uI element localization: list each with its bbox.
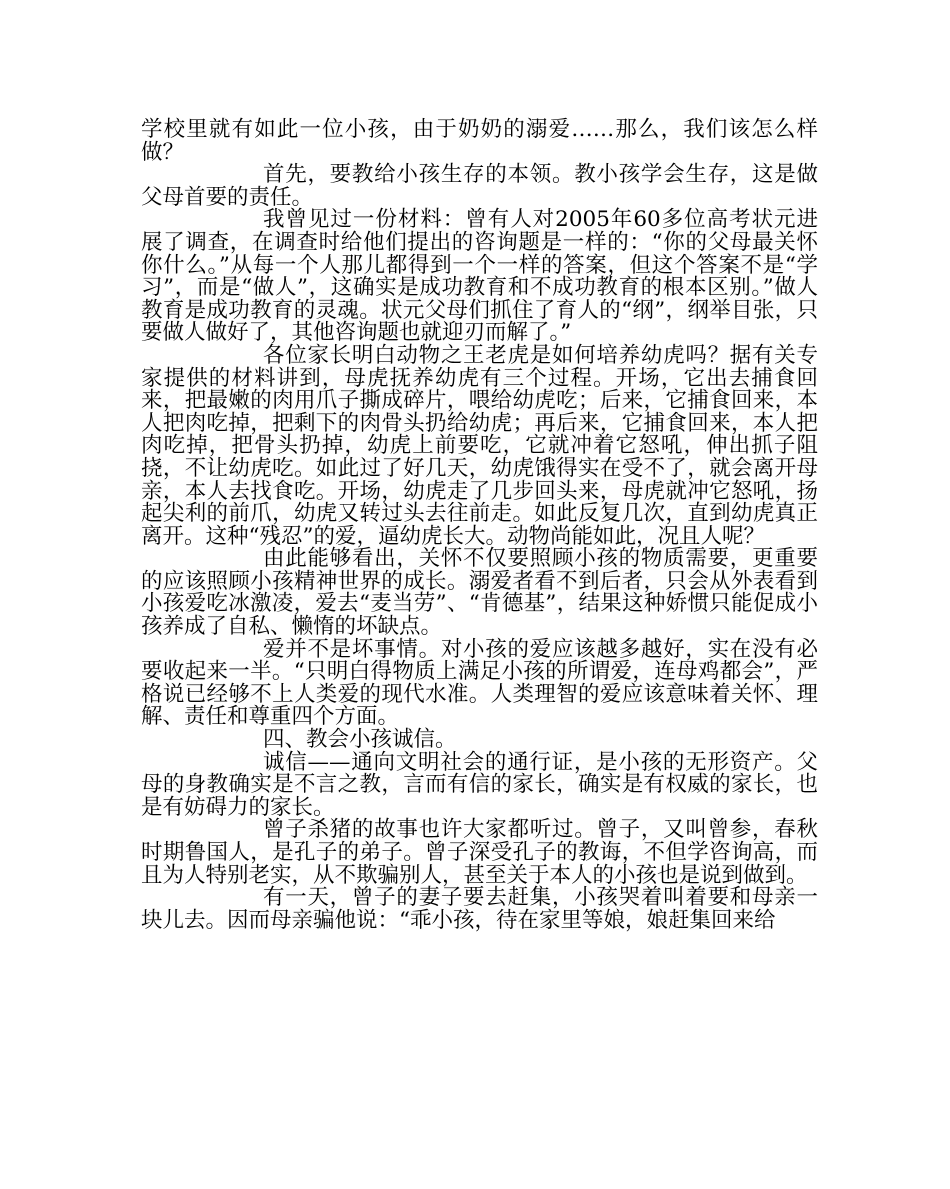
document-body [141,119,818,932]
section-heading: 四、教会小孩诚信。 [263,727,457,753]
paragraph: 诚信——通向文明社会的通行证，是小孩的无形资产。父母的身教确实是不言之教，言而有信的家长，确实是有权威的家长，也是有妨碍力的家长。 [141,749,818,820]
paragraph: 学校里就有如此一位小孩，由于奶奶的溺爱……那么，我们该怎么样做？ [141,117,818,165]
paragraph: 爱并不是坏事情。对小孩的爱应该越多越好，实在没有必要收起来一半。“只明白得物质上满足小孩的所谓爱，连母鸡都会”，严格说已经够不上人类爱的现代水准。人类理智的爱应该意味着关怀、理解、责任和尊重四个方面。 [141,636,818,730]
paragraph: 各位家长明白动物之王老虎是如何培养幼虎吗？据有关专家提供的材料讲到，母虎抚养幼虎有三个过程。开场，它出去捕食回来，把最嫩的肉用爪子撕成碎片，喂给幼虎吃；后来，它捕食回来，本人把肉吃掉，把剩下的肉骨头扔给幼虎；再后来，它捕食回来，本人把肉吃掉，把骨头扔掉，幼虎上前要吃，它就冲着它怒吼，伸出抓子阻挠，不让幼虎吃。如此过了好几天，幼虎饿得实在受不了，就会离开母亲，本人去找食吃。开场，幼虎走了几步回头来，母虎就冲它怒吼，扬起尖利的前爪，幼虎又转过头去往前走。如此反复几次，直到幼虎真正离开。这种“残忍”的爱，逼幼虎长大。动物尚能如此，况且人呢？ [141,342,818,549]
paragraph: 首先，要教给小孩生存的本领。教小孩学会生存，这是做父母首要的责任。 [141,162,818,210]
paragraph: 有一天，曾子的妻子要去赶集，小孩哭着叫着要和母亲一块儿去。因而母亲骗他说：“乖小孩，待在家里等娘，娘赶集回来给 [141,885,818,933]
paragraph: 我曾见过一份材料：曾有人对2005年60多位高考状元进展了调查，在调查时给他们提出的咨询题是一样的：“你的父母最关怀你什么。”从每一个人那儿都得到一个一样的答案，但这个答案不是“学习”，而是“做人”，这确实是成功教育和不成功教育的根本区别。”做人教育是成功教育的灵魂。状元父母们抓住了育人的“纲”，纲举目张，只要做人做好了，其他咨询题也就迎刃而解了。” [141,207,818,346]
paragraph: 由此能够看出，关怀不仅要照顾小孩的物质需要，更重要的应该照顾小孩精神世界的成长。溺爱者看不到后者，只会从外表看到小孩爱吃冰激凌，爱去“麦当劳”、“肯德基”，结果这种娇惯只能促成小孩养成了自私、懒惰的坏缺点。 [141,546,818,640]
paragraph: 曾子杀猪的故事也许大家都听过。曾子，又叫曾参，春秋时期鲁国人，是孔子的弟子。曾子深受孔子的教诲，不但学咨询高，而且为人特别老实，从不欺骗别人，甚至关于本人的小孩也是说到做到。 [141,817,818,888]
